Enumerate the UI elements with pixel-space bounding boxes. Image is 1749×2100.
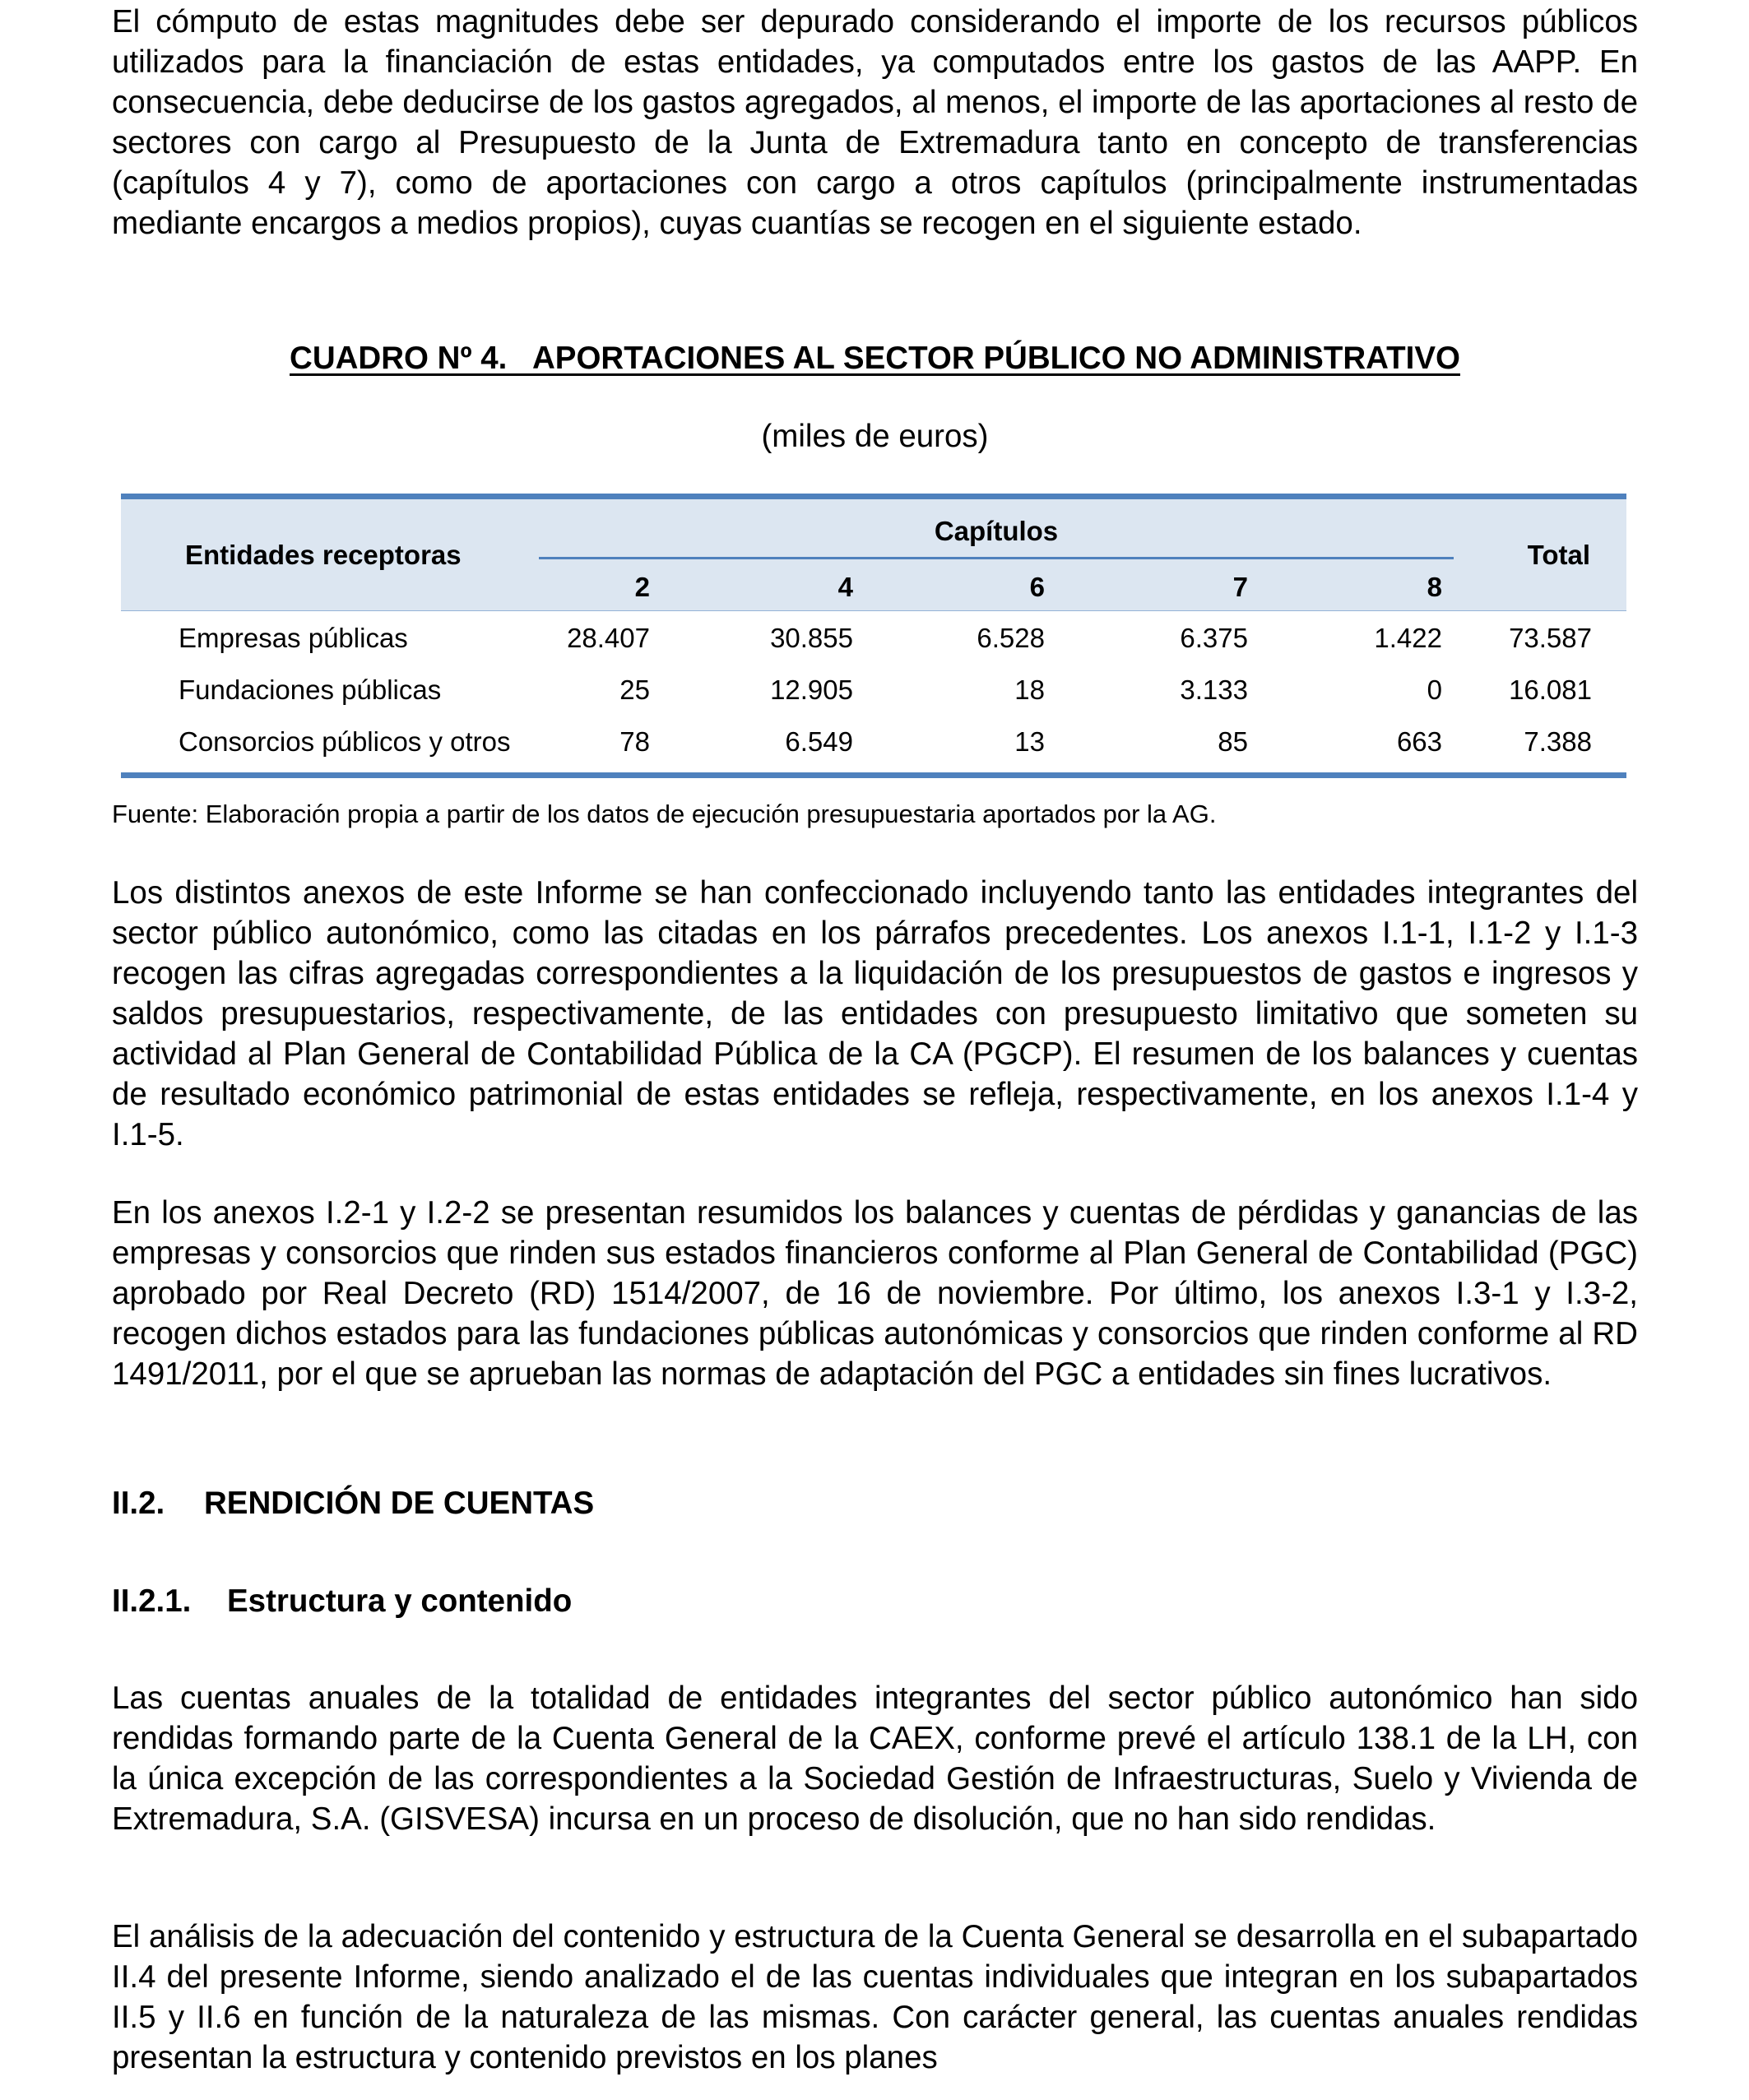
cell-value: 12.905 — [770, 675, 853, 705]
subsection-heading — [112, 1583, 572, 1620]
paragraph-anexos: Los distintos anexos de este Informe se han confeccionado incluyendo tanto las entidades integrantes del sector público autonómico, como las citadas en los párrafos precedentes. Los anexos I.1-1, I.1-2 y I.1-3 recogen las cifras agregadas correspondientes a la liquidación de los presupuestos de gastos e ingresos y saldos presupuestarios, respectivamente, de las entidades con presupuesto limitativo que someten su actividad al Plan General de Contabilidad Pública de la CA (PGCP). El resumen de los balances y cuentas de resultado económico patrimonial de estas entidades se refleja, respectivamente, en los anexos I.1-4 y I.1-5. — [112, 875, 1638, 1152]
section-number: II.2. — [112, 1486, 165, 1521]
cell-value: 0 — [1427, 675, 1442, 705]
cell-value: 13 — [1014, 726, 1045, 757]
section-title: RENDICIÓN DE CUENTAS — [204, 1486, 595, 1521]
cell-value: 6.375 — [1180, 623, 1248, 653]
table-units: (miles de euros) — [761, 419, 989, 454]
cell-total: 73.587 — [1509, 623, 1592, 653]
cell-value: 18 — [1014, 675, 1045, 705]
paragraph-anexos-pgc: En los anexos I.2-1 y I.2-2 se presentan resumidos los balances y cuentas de pérdidas y ganancias de las empresas y consorcios que rinden sus estados financieros conforme al Plan General de Contabilidad (PGC) aprobado por Real Decreto (RD) 1514/2007, de 16 de noviembre. Por último, los anexos I.3-1 y I.3-2, recogen dichos estados para las fundaciones públicas autonómicas y consorcios que rinden conforme al RD 1491/2011, por el que se aprueban las normas de adaptación del PGC a entidades sin fines lucrativos. — [112, 1195, 1638, 1392]
header-capitulos-rule — [539, 557, 1454, 559]
cell-value: 28.407 — [567, 623, 650, 653]
header-total: Total — [1527, 540, 1590, 570]
header-entidades: Entidades receptoras — [185, 540, 462, 570]
row-label: Fundaciones públicas — [179, 675, 442, 705]
header-col-8: 8 — [1427, 572, 1442, 602]
table-body — [121, 611, 1626, 772]
cell-value: 1.422 — [1374, 623, 1442, 653]
cell-total: 16.081 — [1509, 675, 1592, 705]
header-col-2: 2 — [634, 572, 650, 602]
cell-value: 78 — [619, 726, 650, 757]
cell-value: 6.528 — [977, 623, 1045, 653]
table-row — [121, 663, 1626, 714]
table-bottom-rule — [121, 772, 1626, 778]
table-top-rule — [121, 494, 1626, 499]
cell-value: 25 — [619, 675, 650, 705]
row-label: Consorcios públicos y otros — [179, 726, 511, 757]
table-header — [121, 499, 1626, 611]
paragraph-analisis: El análisis de la adecuación del contenido y estructura de la Cuenta General se desarrolla en el subapartado II.4 del presente Informe, siendo analizado el de las cuentas individuales que integran en los subapartados II.5 y II.6 en función de la naturaleza de las mismas. Con carácter general, las cuentas anuales rendidas presentan la estructura y contenido previstos en los planes — [112, 1919, 1638, 2075]
table-row — [121, 611, 1626, 662]
cell-value: 6.549 — [785, 726, 853, 757]
table-title-text: CUADRO Nº 4. APORTACIONES AL SECTOR PÚBLICO NO ADMINISTRATIVO — [290, 341, 1460, 376]
table-title — [112, 340, 1638, 378]
paragraph-computo: El cómputo de estas magnitudes debe ser depurado considerando el importe de los recursos públicos utilizados para la financiación de estas entidades, ya computados entre los gastos de las AAPP. En consecuencia, debe deducirse de los gastos agregados, al menos, el importe de las aportaciones al resto de sectores con cargo al Presupuesto de la Junta de Extremadura tanto en concepto de transferencias (capítulos 4 y 7), como de aportaciones con cargo a otros capítulos (principalmente instrumentadas mediante encargos a medios propios), cuyas cuantías se recogen en el siguiente estado. — [112, 4, 1638, 241]
cell-total: 7.388 — [1524, 726, 1592, 757]
section-heading — [112, 1485, 594, 1523]
cell-value: 663 — [1396, 726, 1442, 757]
aportaciones-table — [121, 494, 1626, 778]
paragraph-rendicion: Las cuentas anuales de la totalidad de entidades integrantes del sector público autonómico han sido rendidas formando parte de la Cuenta General de la CAEX, conforme prevé el artículo 138.1 de la LH, con la única excepción de las correspondientes a la Sociedad Gestión de Infraestructuras, Suelo y Vivienda de Extremadura, S.A. (GISVESA) incursa en un proceso de disolución, que no han sido rendidas. — [112, 1680, 1638, 1837]
row-label: Empresas públicas — [179, 623, 408, 653]
header-col-4: 4 — [837, 572, 853, 602]
cell-value: 3.133 — [1180, 675, 1248, 705]
subsection-number: II.2.1. — [112, 1583, 192, 1619]
table-row — [121, 715, 1626, 766]
subsection-title: Estructura y contenido — [227, 1583, 573, 1619]
header-col-6: 6 — [1029, 572, 1045, 602]
header-capitulos: Capítulos — [934, 516, 1059, 546]
cell-value: 30.855 — [770, 623, 853, 653]
table-source-note: Fuente: Elaboración propia a partir de los datos de ejecución presupuestaria aportados por la AG. — [112, 800, 1217, 828]
header-col-7: 7 — [1232, 572, 1248, 602]
cell-value: 85 — [1218, 726, 1248, 757]
